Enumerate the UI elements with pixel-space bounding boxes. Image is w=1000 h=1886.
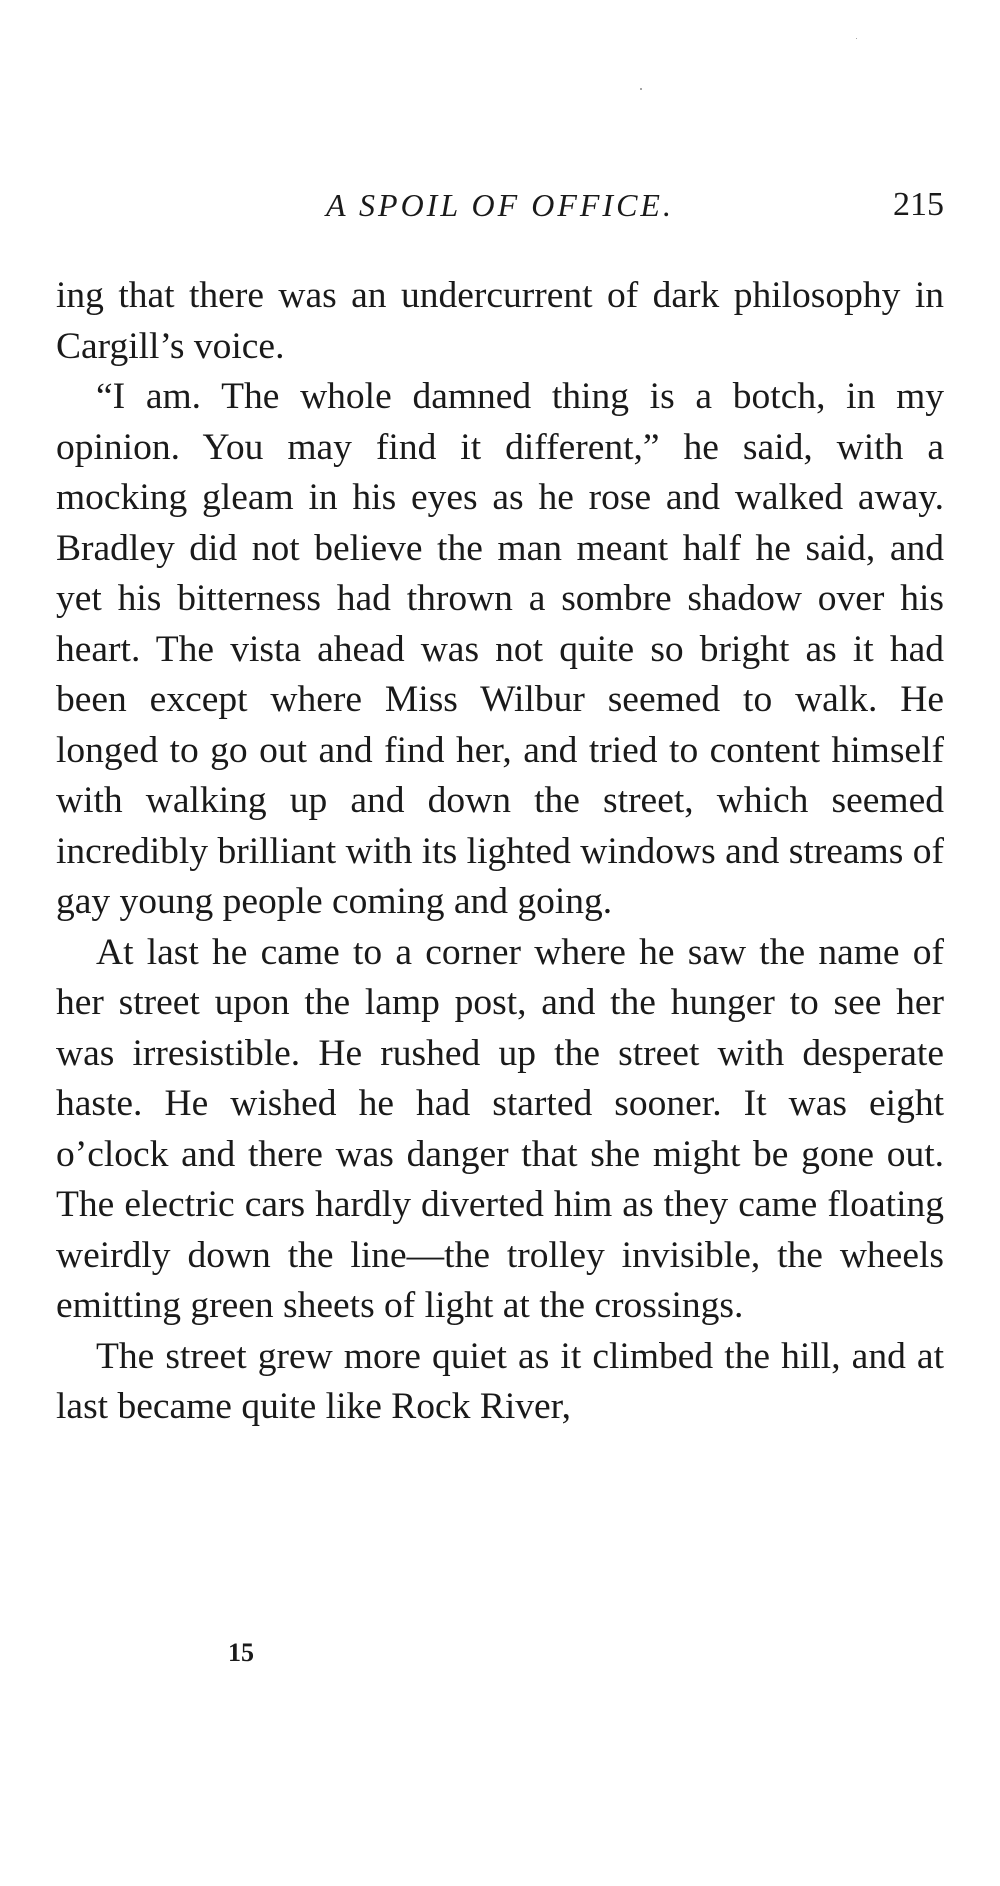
paragraph: The street grew more quiet as it climbed the hill, and at last became quite like Rock River, — [56, 1335, 944, 1427]
scan-speck — [856, 38, 857, 39]
running-title: A SPOIL OF OFFICE. — [326, 187, 674, 223]
running-head — [56, 180, 944, 230]
signature-mark: 15 — [228, 1638, 254, 1667]
page-number: 215 — [893, 186, 944, 223]
paragraph: “I am. The whole damned thing is a botch, in my opinion. You may find it different,” he said, with a mocking gleam in his eyes as he rose and walked away. Bradley did not believe the man meant half he said, and yet his bitterness had thrown a sombre shadow over his heart. The vista ahead was not quite so bright as it had been except where Miss Wilbur seemed to walk. He longed to go out and find her, and tried to content himself with walking up and down the street, which seemed incredibly brilliant with its lighted windows and streams of gay young people coming and going. — [56, 376, 944, 922]
body-text — [56, 271, 944, 1433]
scan-speck — [640, 88, 642, 90]
paragraph: At last he came to a corner where he saw the name of her street upon the lamp post, and the hunger to see her was irresistible. He rushed up the street with desperate haste. He wished he had started sooner. It was eight o’clock and there was danger that she might be gone out. The electric cars hardly diverted him as they came floating weirdly down the line—the trolley invisible, the wheels emitting green sheets of light at the crossings. — [56, 931, 944, 1326]
paragraph-continued: ing that there was an undercurrent of dark philosophy in Cargill’s voice. — [56, 275, 944, 367]
